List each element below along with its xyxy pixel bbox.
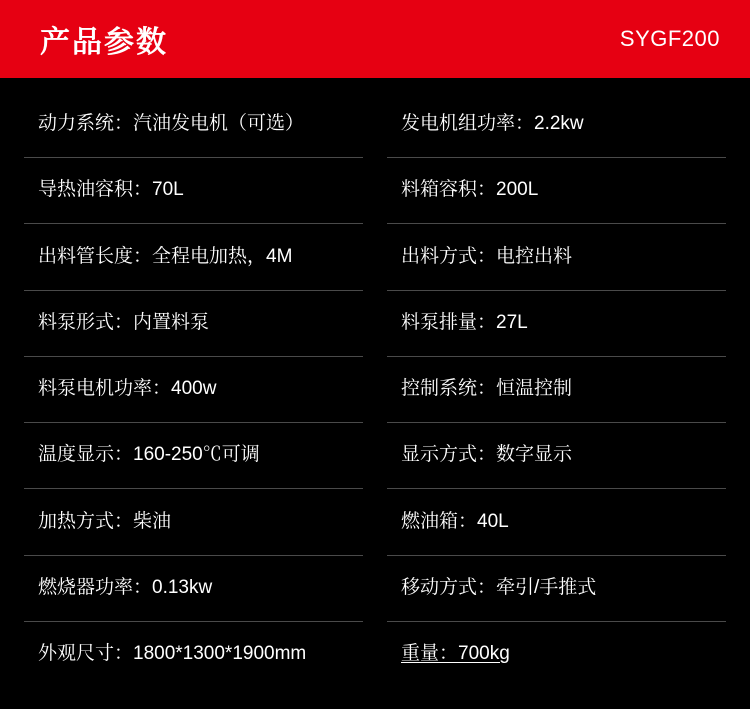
spec-item-discharge-pipe-length: 出料管长度：全程电加热，4M bbox=[38, 245, 293, 267]
spec-row bbox=[24, 224, 363, 290]
spec-row bbox=[24, 489, 363, 555]
spec-row bbox=[387, 291, 726, 357]
spec-item-control-system: 控制系统：恒温控制 bbox=[401, 378, 573, 400]
spec-row bbox=[24, 92, 363, 158]
page-title: 产品参数 bbox=[40, 26, 168, 59]
spec-row bbox=[387, 556, 726, 622]
spec-item-material-tank-volume: 料箱容积：200L bbox=[401, 179, 539, 201]
spec-row bbox=[24, 556, 363, 622]
spec-row bbox=[24, 622, 363, 687]
spec-row bbox=[387, 489, 726, 555]
spec-item-discharge-method: 出料方式：电控出料 bbox=[401, 245, 573, 267]
spec-item-burner-power: 燃烧器功率：0.13kw bbox=[38, 576, 213, 598]
spec-item-pump-motor-power: 料泵电机功率：400w bbox=[38, 378, 217, 400]
spec-item-power-system: 动力系统：汽油发电机（可选） bbox=[38, 113, 305, 135]
spec-row bbox=[387, 622, 726, 687]
product-model: SYGF200 bbox=[619, 26, 720, 51]
spec-row bbox=[387, 158, 726, 224]
spec-table bbox=[0, 78, 750, 709]
spec-column-left bbox=[24, 92, 363, 687]
spec-row bbox=[24, 291, 363, 357]
spec-row bbox=[387, 357, 726, 423]
spec-item-generator-power: 发电机组功率：2.2kw bbox=[401, 113, 584, 135]
spec-row bbox=[387, 224, 726, 290]
spec-item-pump-type: 料泵形式：内置料泵 bbox=[38, 311, 210, 333]
spec-row bbox=[387, 92, 726, 158]
spec-row bbox=[387, 423, 726, 489]
spec-row bbox=[24, 423, 363, 489]
spec-item-heating-method: 加热方式：柴油 bbox=[38, 510, 172, 532]
spec-item-thermal-oil-volume: 导热油容积：70L bbox=[38, 179, 184, 201]
spec-row bbox=[24, 357, 363, 423]
spec-item-weight: 重量：700kg bbox=[401, 643, 510, 665]
spec-column-right bbox=[387, 92, 726, 687]
spec-item-fuel-tank: 燃油箱：40L bbox=[401, 510, 509, 532]
spec-header bbox=[0, 0, 750, 78]
spec-item-dimensions: 外观尺寸：1800*1300*1900mm bbox=[38, 643, 307, 665]
spec-item-mobility: 移动方式：牵引/手推式 bbox=[401, 576, 597, 598]
spec-item-display-type: 显示方式：数字显示 bbox=[401, 444, 573, 466]
spec-row bbox=[24, 158, 363, 224]
spec-item-temperature-display: 温度显示：160-250℃可调 bbox=[38, 444, 260, 466]
spec-item-pump-displacement: 料泵排量：27L bbox=[401, 311, 528, 333]
